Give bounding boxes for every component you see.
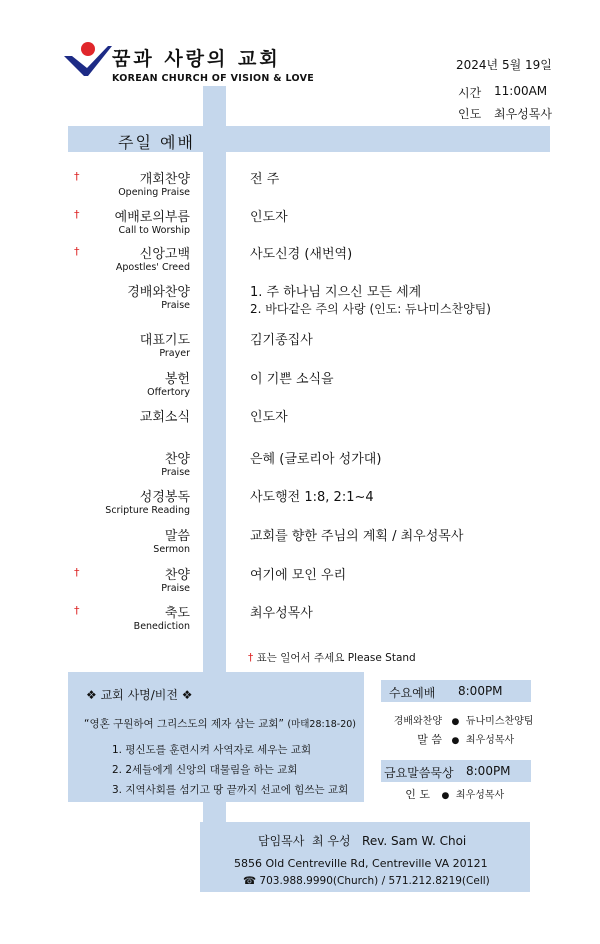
friday-time: 8:00PM: [466, 764, 511, 778]
service-item-en: Praise: [161, 300, 190, 311]
church-phone: ☎ 703.988.9990(Church) / 571.212.8219(Cell): [243, 875, 490, 887]
service-item-label: [118, 172, 190, 199]
wednesday-time: 8:00PM: [458, 684, 503, 698]
friday-row-1: [390, 786, 504, 802]
vertical-band-main: [203, 152, 226, 672]
church-logo: [62, 40, 114, 80]
stand-note-en: Please Stand: [347, 652, 416, 664]
mission-quote-text: “영혼 구원하여 그리스도의 제자 삼는 교회”: [84, 718, 284, 730]
service-item-ko: 축도: [164, 606, 190, 621]
service-item-en: Benediction: [133, 621, 190, 632]
friday-row-label: 인 도: [405, 788, 430, 801]
service-item-value-2: 2. 바다같은 주의 사랑 (인도: 듀나미스찬양팀): [250, 302, 491, 316]
service-item-en: Opening Praise: [118, 187, 190, 198]
leader-value: 최우성목사: [494, 107, 552, 121]
service-item-label: [147, 372, 190, 399]
service-item-en: Offertory: [147, 387, 190, 398]
cross-icon: †: [74, 208, 80, 221]
service-item-value: 김기종집사: [250, 333, 313, 348]
service-item-value: 전 주: [250, 172, 280, 187]
service-item-en: Praise: [161, 467, 190, 478]
leader-label: 인도: [458, 107, 482, 121]
service-item-en: Sermon: [153, 544, 190, 555]
mission-quote: [84, 716, 356, 731]
service-item-value: 은혜 (글로리아 성가대): [250, 452, 382, 467]
service-item-en: Apostles' Creed: [115, 262, 190, 273]
friday-title: 금요말씀묵상: [384, 766, 454, 780]
service-item-en: Prayer: [159, 348, 190, 359]
wednesday-row-label: 말 씀: [417, 733, 442, 746]
service-item-value: 최우성목사: [250, 606, 313, 621]
service-item-ko: 말씀: [164, 529, 190, 544]
time-label: 시간: [458, 86, 482, 100]
service-item-label: [140, 333, 190, 360]
church-name: [112, 44, 314, 84]
church-name-en: KOREAN CHURCH OF VISION & LOVE: [112, 73, 315, 84]
service-item-value: 인도자: [250, 210, 288, 225]
service-item-label: [161, 568, 190, 595]
service-item-value: 이 기쁜 소식을: [250, 372, 334, 387]
wednesday-row-2: [390, 731, 514, 747]
wednesday-row-1: [390, 712, 533, 727]
service-item-ko: 대표기도: [139, 333, 190, 348]
service-item-ko: 신앙고백: [139, 247, 190, 262]
mission-point-2: 2. 2세들에게 신앙의 대물림을 하는 교회: [112, 764, 298, 776]
friday-row-value: 최우성목사: [455, 790, 505, 801]
service-item-value: 사도신경 (새번역): [250, 247, 353, 262]
bullet-icon: ●: [451, 717, 460, 727]
service-item-en: Praise: [161, 583, 190, 594]
service-item-label: [153, 529, 190, 556]
service-item-label: [161, 452, 190, 479]
service-date: 2024년 5월 19일: [456, 58, 552, 72]
service-item-ko: 교회소식: [139, 410, 190, 425]
cross-icon: †: [74, 604, 80, 617]
wednesday-title: 수요예배: [389, 686, 436, 700]
service-item-value: 여기에 모인 우리: [250, 568, 347, 583]
service-item-ko: 예배로의부름: [114, 210, 190, 225]
footer-band-connector: [203, 802, 226, 822]
service-item-label: [115, 210, 190, 237]
wednesday-row-value: 듀나미스찬양팀: [465, 716, 534, 727]
mission-quote-ref: (마태28:18-20): [287, 719, 357, 730]
wednesday-row-value: 최우성목사: [465, 735, 515, 746]
church-name-ko: 꿈과 사랑의 교회: [112, 48, 281, 70]
service-item-ko: 개회찬양: [139, 172, 190, 187]
service-item-en: Call to Worship: [118, 225, 190, 236]
logo-mark-icon: [62, 40, 114, 80]
service-item-label: [105, 490, 190, 517]
service-item-ko: 경배와찬양: [127, 285, 190, 300]
service-item-value: 사도행전 1:8, 2:1~4: [250, 490, 374, 505]
cross-icon: †: [74, 245, 80, 258]
church-address: 5856 Old Centreville Rd, Centreville VA 20121: [234, 857, 488, 870]
mission-point-3: 3. 지역사회를 섬기고 땅 끝까지 선교에 힘쓰는 교회: [112, 784, 349, 796]
wednesday-row-label: 경배와찬양: [393, 716, 442, 727]
time-value: 11:00AM: [494, 84, 548, 98]
service-item-ko: 찬양: [164, 452, 190, 467]
cross-icon: †: [248, 652, 254, 664]
stand-note-ko: 표는 일어서 주세요: [256, 652, 345, 664]
service-item-en: Scripture Reading: [105, 505, 190, 516]
mission-title: ❖ 교회 사명/비전 ❖: [86, 688, 193, 702]
vertical-band-top: [203, 86, 226, 126]
service-item-ko: 봉헌: [164, 372, 190, 387]
mission-point-1: 1. 평신도를 훈련시켜 사역자로 세우는 교회: [112, 744, 312, 756]
pastor-name: 담임목사 최 우성 Rev. Sam W. Choi: [258, 834, 467, 848]
bullet-icon: ●: [441, 791, 450, 801]
service-item-label: [134, 606, 190, 633]
service-item-label: [140, 410, 190, 425]
bullet-icon: ●: [451, 736, 460, 746]
stand-note: [248, 650, 416, 665]
service-item-label: [127, 285, 190, 312]
service-item-value: 1. 주 하나님 지으신 모든 세계: [250, 285, 422, 300]
service-title: 주일 예배: [118, 133, 195, 152]
cross-icon: †: [74, 566, 80, 579]
service-item-value: 교회를 향한 주님의 계획 / 최우성목사: [250, 529, 464, 544]
service-item-value: 인도자: [250, 410, 288, 425]
service-item-ko: 찬양: [164, 568, 190, 583]
cross-icon: †: [74, 170, 80, 183]
service-item-ko: 성경봉독: [139, 490, 190, 505]
service-item-label: [116, 247, 190, 274]
